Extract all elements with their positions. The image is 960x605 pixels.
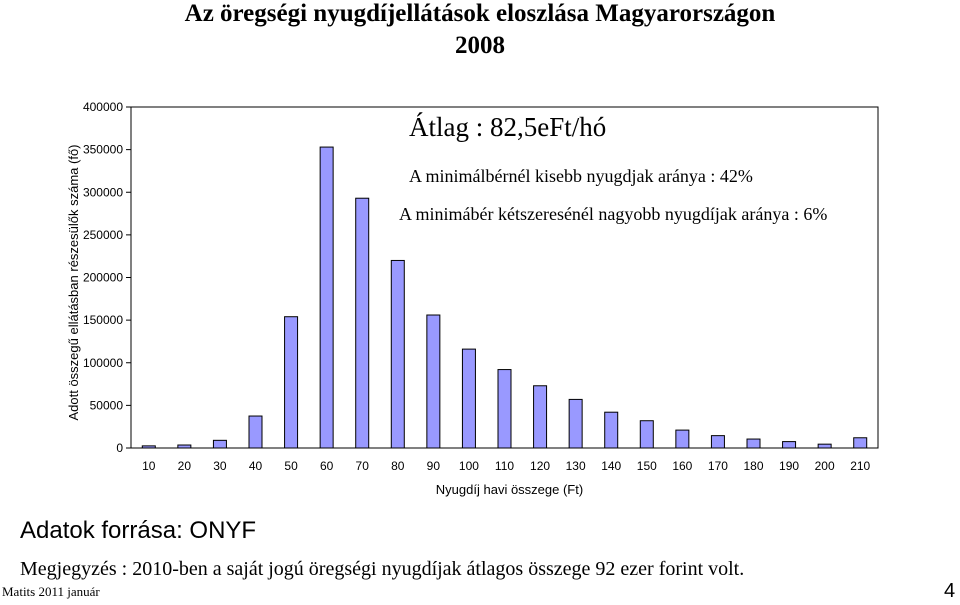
histogram-bar <box>711 436 724 448</box>
x-tick-label: 120 <box>530 459 551 473</box>
y-tick-label: 300000 <box>82 185 123 200</box>
histogram-bar <box>356 198 369 448</box>
histogram-bar <box>605 412 618 448</box>
histogram-bar <box>249 416 262 448</box>
x-tick-label: 190 <box>779 459 800 473</box>
histogram-bar <box>569 399 582 448</box>
x-tick-label: 30 <box>213 459 227 473</box>
histogram-bar <box>640 421 653 448</box>
x-tick-label: 90 <box>426 459 441 473</box>
histogram-bar <box>818 444 831 448</box>
data-source: Adatok forrása: ONYF <box>20 517 257 544</box>
histogram-bar <box>320 147 333 448</box>
y-tick-label: 250000 <box>82 227 123 242</box>
x-tick-label: 160 <box>672 459 693 473</box>
x-tick-label: 50 <box>284 459 298 473</box>
x-tick-label: 70 <box>355 459 369 473</box>
x-tick-label: 150 <box>636 459 657 473</box>
histogram-bar <box>178 445 191 448</box>
x-axis-label: Nyugdíj havi összege (Ft) <box>435 482 584 497</box>
x-tick-label: 170 <box>707 459 728 473</box>
histogram-bar <box>534 386 547 448</box>
footnote: Megjegyzés : 2010-ben a saját jogú öregségi nyugdíjak átlagos összege 92 ezer forint volt. <box>20 558 745 580</box>
histogram-bar <box>783 442 796 448</box>
histogram-bar <box>462 349 475 448</box>
histogram-bar <box>676 430 689 448</box>
y-axis-label: Adott összegű ellátásban részesülők száma (fő) <box>66 144 81 421</box>
histogram-bar <box>391 260 404 448</box>
y-tick-label: 150000 <box>82 313 123 328</box>
histogram-bar <box>427 315 440 448</box>
page-number: 4 <box>944 580 956 602</box>
x-tick-label: 210 <box>850 459 871 473</box>
y-tick-label: 350000 <box>82 142 123 157</box>
histogram-bar <box>498 370 511 448</box>
chart-title-year: 2008 <box>455 32 505 59</box>
y-tick-label: 200000 <box>82 270 123 285</box>
x-tick-label: 80 <box>391 459 405 473</box>
x-tick-label: 200 <box>814 459 835 473</box>
x-tick-label: 100 <box>458 459 479 473</box>
chart-title: Az öregségi nyugdíjellátások eloszlása Magyarországon <box>184 0 776 27</box>
x-tick-label: 60 <box>319 459 334 473</box>
average-annotation: Átlag : 82,5eFt/hó <box>409 112 607 142</box>
x-tick-label: 140 <box>601 459 622 473</box>
histogram-bar <box>854 438 867 448</box>
histogram-bar <box>285 317 298 448</box>
author-date: Matits 2011 január <box>2 584 100 599</box>
y-tick-label: 50000 <box>89 398 123 413</box>
y-tick-label: 0 <box>116 441 123 455</box>
y-tick-label: 400000 <box>82 100 123 114</box>
histogram-bar <box>747 439 760 448</box>
histogram-bar <box>213 440 226 448</box>
y-tick-label: 100000 <box>82 355 123 370</box>
x-tick-label: 40 <box>248 459 263 473</box>
below-min-wage-annotation: A minimálbérnél kisebb nyugdjak aránya : 42% <box>409 166 753 186</box>
x-tick-label: 180 <box>743 459 764 473</box>
x-tick-label: 20 <box>177 459 192 473</box>
x-tick-label: 110 <box>494 459 515 473</box>
above-double-min-wage-annotation: A minimábér kétszeresénél nagyobb nyugdíjak aránya : 6% <box>399 204 828 224</box>
x-tick-label: 10 <box>142 459 156 473</box>
x-tick-label: 130 <box>565 459 586 473</box>
histogram-bar <box>142 446 155 448</box>
